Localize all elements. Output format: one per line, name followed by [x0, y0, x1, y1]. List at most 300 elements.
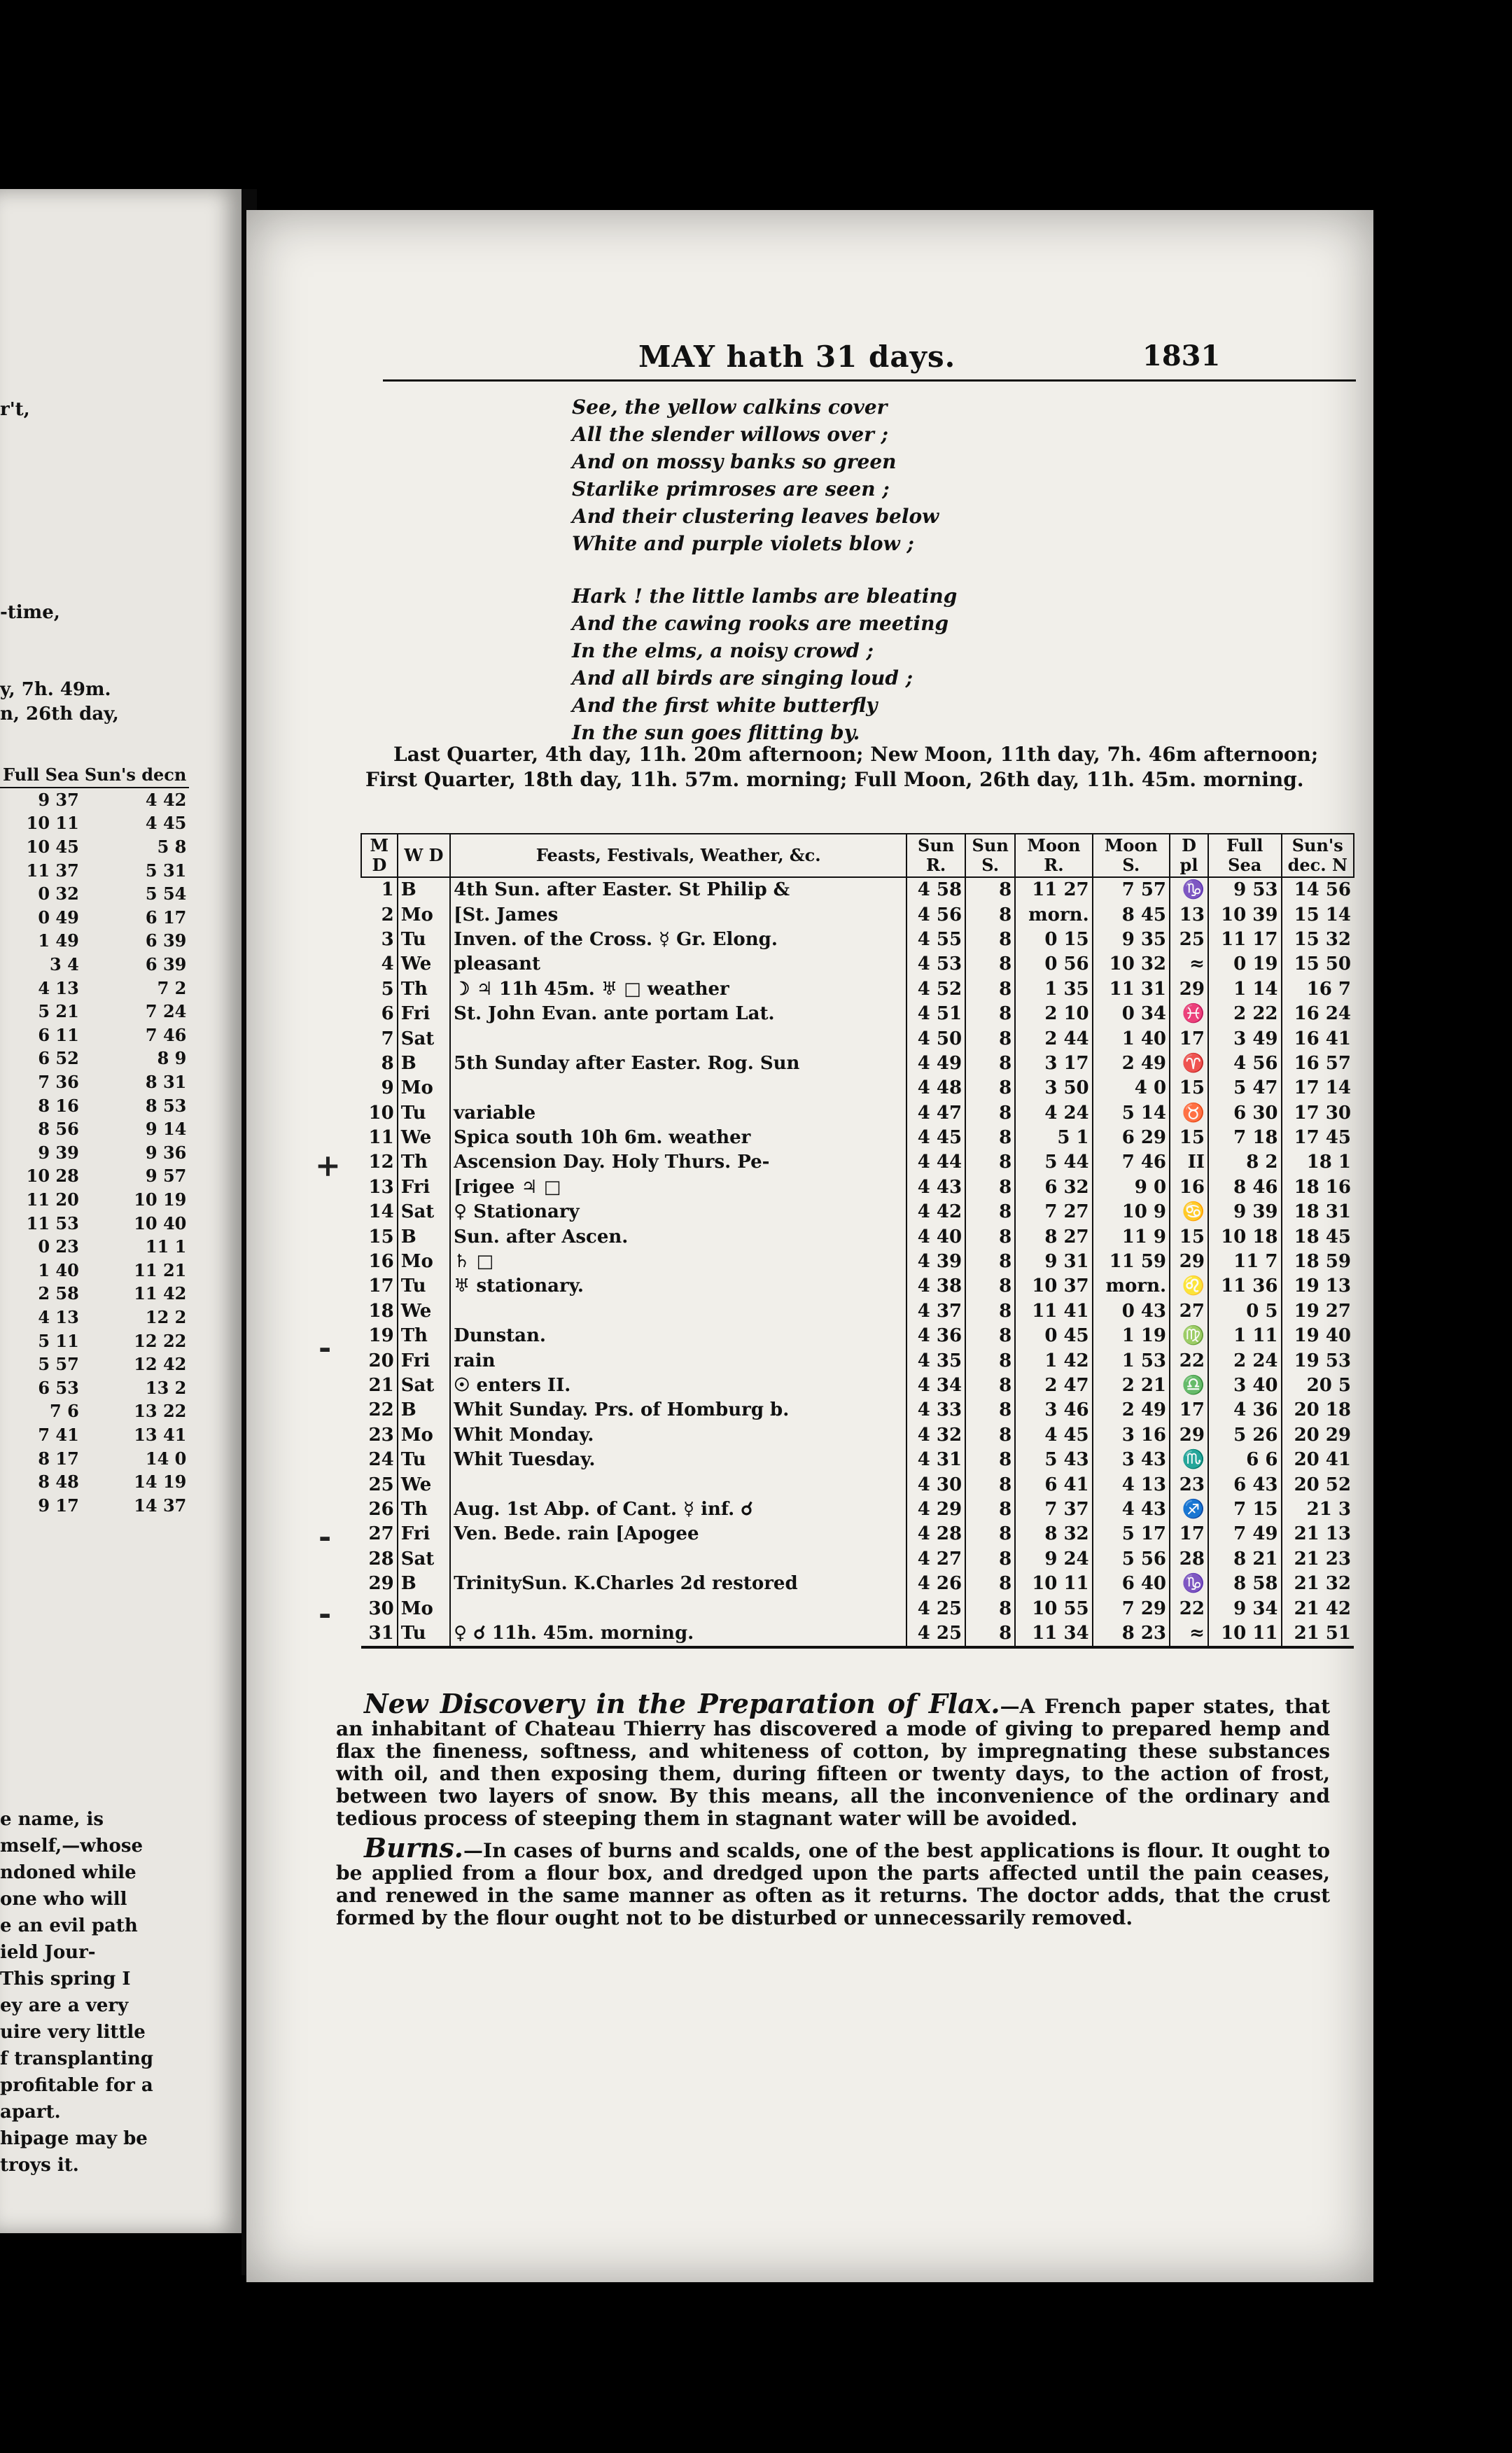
weekday-cell: Th — [398, 1150, 450, 1175]
poem-line: And the first white butterfly — [572, 694, 878, 717]
moon-set-cell: 4 43 — [1093, 1497, 1170, 1522]
sun-rise-cell: 4 26 — [906, 1572, 965, 1596]
sun-set-cell: 8 — [965, 1621, 1015, 1647]
poem-line: See, the yellow calkins cover — [572, 396, 888, 419]
sun-declination-cell: 21 32 — [1282, 1572, 1354, 1596]
sun-declination-cell: 18 16 — [1282, 1175, 1354, 1200]
sun-rise-cell: 4 42 — [906, 1200, 965, 1224]
sun-declination-cell: 16 41 — [1282, 1026, 1354, 1051]
left-table-row — [0, 906, 189, 930]
left-sun-decn-cell: 6 39 — [145, 930, 187, 951]
left-table-row — [0, 1164, 189, 1188]
full-sea-cell: 5 47 — [1208, 1076, 1282, 1100]
left-full-sea-cell: 1 49 — [38, 930, 79, 951]
sun-set-cell: 8 — [965, 1374, 1015, 1398]
day-of-month-cell: 30 — [368, 1598, 394, 1619]
weekday-cell: Mo — [398, 1596, 450, 1621]
sun-set-cell: 8 — [965, 1076, 1015, 1100]
table-row — [361, 877, 1354, 902]
day-of-month-cell: 21 — [368, 1375, 394, 1396]
sun-set-cell: 8 — [965, 1274, 1015, 1299]
feast-text-cell — [450, 1596, 906, 1621]
weekday-cell: Fri — [398, 1348, 450, 1373]
left-fragment-line: hipage may be — [0, 2128, 148, 2149]
left-full-sea-cell: 11 20 — [26, 1189, 79, 1210]
weekday-cell: B — [398, 877, 450, 902]
left-sun-decn-cell: 12 42 — [134, 1354, 187, 1375]
weekday-cell: We — [398, 1472, 450, 1497]
moon-place-cell: 17 — [1170, 1398, 1208, 1423]
moon-set-cell: morn. — [1093, 1274, 1170, 1299]
sun-rise-cell: 4 43 — [906, 1175, 965, 1200]
sun-rise-cell: 4 31 — [906, 1448, 965, 1472]
moon-set-cell: 8 23 — [1093, 1621, 1170, 1647]
left-table-row — [0, 1000, 189, 1023]
table-row — [361, 1448, 1354, 1472]
moon-place-cell: 17 — [1170, 1026, 1208, 1051]
full-sea-cell: 8 58 — [1208, 1572, 1282, 1596]
moon-rise-cell: 7 37 — [1015, 1497, 1092, 1522]
sun-declination-cell: 21 42 — [1282, 1596, 1354, 1621]
moon-set-cell: 1 53 — [1093, 1348, 1170, 1373]
sun-set-cell: 8 — [965, 1002, 1015, 1026]
left-table-row — [0, 835, 189, 859]
moon-set-cell: 3 43 — [1093, 1448, 1170, 1472]
day-of-month-cell: 29 — [368, 1573, 394, 1595]
day-of-month-cell: 27 — [368, 1523, 394, 1545]
sun-set-cell: 8 — [965, 1224, 1015, 1249]
left-page-text-fragments — [0, 1806, 161, 2179]
table-row — [361, 1076, 1354, 1100]
moon-rise-cell: 2 47 — [1015, 1374, 1092, 1398]
moon-set-cell: 2 49 — [1093, 1398, 1170, 1423]
sun-declination-cell: 19 27 — [1282, 1299, 1354, 1324]
left-full-sea-cell: 7 6 — [50, 1401, 79, 1422]
full-sea-cell: 4 56 — [1208, 1051, 1282, 1076]
feast-text-cell — [450, 1076, 906, 1100]
moon-set-cell: 6 29 — [1093, 1126, 1170, 1150]
moon-rise-cell: 0 45 — [1015, 1324, 1092, 1348]
full-sea-cell: 0 19 — [1208, 952, 1282, 977]
day-of-month-cell: 18 — [368, 1300, 394, 1322]
moon-rise-cell: 10 37 — [1015, 1274, 1092, 1299]
day-of-month-cell: 25 — [368, 1474, 394, 1495]
left-sun-decn-cell: 4 42 — [145, 789, 187, 810]
weekday-cell: B — [398, 1572, 450, 1596]
full-sea-cell: 5 26 — [1208, 1423, 1282, 1448]
sun-set-cell: 8 — [965, 1324, 1015, 1348]
moon-place-cell: ♑ — [1170, 877, 1208, 902]
feast-text-cell: ♅ stationary. — [450, 1274, 906, 1299]
left-table-row — [0, 1376, 189, 1399]
feast-text-cell: Ascension Day. Holy Thurs. Pe- — [450, 1150, 906, 1175]
left-table-row — [0, 1399, 189, 1423]
weekday-cell: Th — [398, 1497, 450, 1522]
feast-text-cell: Whit Monday. — [450, 1423, 906, 1448]
weekday-cell: Mo — [398, 1423, 450, 1448]
left-table-row — [0, 1070, 189, 1094]
left-full-sea-cell: 10 11 — [26, 813, 79, 834]
sun-rise-cell: 4 48 — [906, 1076, 965, 1100]
sun-set-cell: 8 — [965, 1175, 1015, 1200]
full-sea-cell: 6 30 — [1208, 1101, 1282, 1126]
left-table-row — [0, 811, 189, 835]
weekday-cell: We — [398, 1299, 450, 1324]
page-title: MAY hath 31 days. — [638, 340, 956, 374]
article-burns — [336, 1832, 1330, 1929]
sun-set-cell: 8 — [965, 1348, 1015, 1373]
moon-place-cell: 27 — [1170, 1299, 1208, 1324]
col-header-moon-rise: Moon R. — [1015, 834, 1092, 877]
feast-text-cell: [St. James — [450, 902, 906, 927]
table-row — [361, 1472, 1354, 1497]
moon-set-cell: 10 32 — [1093, 952, 1170, 977]
moon-set-cell: 10 9 — [1093, 1200, 1170, 1224]
sun-rise-cell: 4 45 — [906, 1126, 965, 1150]
left-fragment-line: e name, is — [0, 1809, 104, 1830]
left-sun-decn-cell: 10 40 — [134, 1212, 187, 1234]
left-sun-decn-cell: 6 17 — [145, 907, 187, 928]
feast-text-cell: rain — [450, 1348, 906, 1373]
moon-set-cell: 1 19 — [1093, 1324, 1170, 1348]
col-header-sun-rise: Sun R. — [906, 834, 965, 877]
day-of-month-cell: 15 — [368, 1226, 394, 1248]
day-of-month-cell: 1 — [381, 879, 394, 901]
sun-rise-cell: 4 32 — [906, 1423, 965, 1448]
day-of-month-cell: 13 — [368, 1176, 394, 1198]
left-sun-decn-cell: 13 41 — [134, 1424, 187, 1445]
sun-declination-cell: 20 29 — [1282, 1423, 1354, 1448]
left-full-sea-cell: 9 17 — [38, 1495, 79, 1516]
sun-set-cell: 8 — [965, 1522, 1015, 1546]
feast-text-cell: Spica south 10h 6m. weather — [450, 1126, 906, 1150]
feast-text-cell: ☉ enters II. — [450, 1374, 906, 1398]
left-table-row — [0, 1235, 189, 1259]
left-table-row — [0, 858, 189, 882]
left-sun-decn-cell: 12 22 — [134, 1330, 187, 1351]
left-full-sea-cell: 8 56 — [38, 1119, 79, 1140]
sun-declination-cell: 15 32 — [1282, 928, 1354, 952]
margin-mark: - — [318, 1330, 332, 1366]
sun-declination-cell: 18 45 — [1282, 1224, 1354, 1249]
day-of-month-cell: 20 — [368, 1350, 394, 1371]
sun-rise-cell: 4 36 — [906, 1324, 965, 1348]
sun-declination-cell: 17 30 — [1282, 1101, 1354, 1126]
moon-place-cell: 15 — [1170, 1126, 1208, 1150]
moon-set-cell: 4 13 — [1093, 1472, 1170, 1497]
moon-place-cell: ♉ — [1170, 1101, 1208, 1126]
moon-place-cell: ♍ — [1170, 1324, 1208, 1348]
left-full-sea-cell: 5 11 — [38, 1330, 79, 1351]
sun-set-cell: 8 — [965, 977, 1015, 1002]
left-full-sea-cell: 3 4 — [50, 954, 79, 975]
full-sea-cell: 3 49 — [1208, 1026, 1282, 1051]
left-full-sea-cell: 6 52 — [38, 1048, 79, 1069]
left-fragment-line: ndoned while — [0, 1862, 136, 1883]
left-fragment-line: r't, — [0, 399, 30, 420]
sun-rise-cell: 4 34 — [906, 1374, 965, 1398]
weekday-cell: We — [398, 952, 450, 977]
table-row — [361, 1274, 1354, 1299]
moon-rise-cell: morn. — [1015, 902, 1092, 927]
left-table-row — [0, 788, 189, 812]
table-row — [361, 1002, 1354, 1026]
sun-declination-cell: 21 13 — [1282, 1522, 1354, 1546]
weekday-cell: Th — [398, 1324, 450, 1348]
article-body: —A French paper states, that an inhabitant of Chateau Thierry has discovered a mode of giving to prepared hemp and flax the fineness, softness, and whiteness of cotton, by impregnating these substances with oil, and then exposing them, during fifteen or twenty days, to the action of frost, between two layers of snow. By this means, all the inconvenience of the ordinary and tedious process of steeping them in stagnant water will be avoided. — [336, 1695, 1331, 1830]
sun-set-cell: 8 — [965, 1126, 1015, 1150]
left-sun-decn-cell: 11 21 — [134, 1259, 187, 1280]
sun-rise-cell: 4 56 — [906, 902, 965, 927]
sun-declination-cell: 17 14 — [1282, 1076, 1354, 1100]
moon-place-cell: 23 — [1170, 1472, 1208, 1497]
left-fragment-line: mself,—whose — [0, 1836, 144, 1857]
sun-set-cell: 8 — [965, 1572, 1015, 1596]
sun-declination-cell: 15 50 — [1282, 952, 1354, 977]
moon-place-cell: II — [1170, 1150, 1208, 1175]
feast-text-cell — [450, 1299, 906, 1324]
sun-set-cell: 8 — [965, 1026, 1015, 1051]
moon-rise-cell: 9 31 — [1015, 1250, 1092, 1274]
feast-text-cell: TrinitySun. K.Charles 2d restored — [450, 1572, 906, 1596]
poem — [572, 393, 957, 746]
moon-place-cell: 25 — [1170, 928, 1208, 952]
moon-place-cell: 29 — [1170, 1250, 1208, 1274]
moon-place-cell: ≈ — [1170, 1621, 1208, 1647]
weekday-cell: Tu — [398, 1448, 450, 1472]
sun-set-cell: 8 — [965, 952, 1015, 977]
moon-rise-cell: 2 44 — [1015, 1026, 1092, 1051]
left-table-row — [0, 882, 189, 906]
left-full-sea-cell: 6 11 — [38, 1024, 79, 1045]
sun-rise-cell: 4 53 — [906, 952, 965, 977]
col-header-moon-place: D pl — [1170, 834, 1208, 877]
left-full-sea-cell: 11 53 — [26, 1212, 79, 1234]
full-sea-cell: 4 36 — [1208, 1398, 1282, 1423]
col-header-full-sea: Full Sea — [1208, 834, 1282, 877]
full-sea-cell: 7 18 — [1208, 1126, 1282, 1150]
sun-set-cell: 8 — [965, 1299, 1015, 1324]
moon-rise-cell: 7 27 — [1015, 1200, 1092, 1224]
day-of-month-cell: 24 — [368, 1449, 394, 1471]
full-sea-cell: 1 11 — [1208, 1324, 1282, 1348]
table-row — [361, 1026, 1354, 1051]
sun-set-cell: 8 — [965, 877, 1015, 902]
sun-rise-cell: 4 33 — [906, 1398, 965, 1423]
weekday-cell: Tu — [398, 1101, 450, 1126]
right-page — [246, 210, 1373, 2282]
moon-place-cell: 29 — [1170, 1423, 1208, 1448]
sun-set-cell: 8 — [965, 1250, 1015, 1274]
left-table-row — [0, 1258, 189, 1282]
day-of-month-cell: 14 — [368, 1201, 394, 1223]
left-fragment-line: ield Jour- — [0, 1942, 96, 1963]
table-row — [361, 1497, 1354, 1522]
left-table-row — [0, 1306, 189, 1329]
left-sun-decn-cell: 11 42 — [134, 1283, 187, 1304]
sun-declination-cell: 21 51 — [1282, 1621, 1354, 1647]
left-sun-decn-cell: 13 22 — [134, 1401, 187, 1422]
left-sun-decn-cell: 10 19 — [134, 1189, 187, 1210]
page-year: 1831 — [1142, 340, 1221, 372]
poem-line: And on mossy banks so green — [572, 450, 897, 473]
left-fragment-line: y, 7h. 49m. — [0, 679, 111, 700]
left-table-row — [0, 1211, 189, 1235]
sun-rise-cell: 4 37 — [906, 1299, 965, 1324]
feast-text-cell: Whit Sunday. Prs. of Homburg b. — [450, 1398, 906, 1423]
sun-rise-cell: 4 40 — [906, 1224, 965, 1249]
left-sun-decn-cell: 8 53 — [145, 1095, 187, 1116]
sun-declination-cell: 16 7 — [1282, 977, 1354, 1002]
sun-declination-cell: 20 5 — [1282, 1374, 1354, 1398]
moon-set-cell: 0 34 — [1093, 1002, 1170, 1026]
moon-place-cell: ♓ — [1170, 1002, 1208, 1026]
full-sea-cell: 8 2 — [1208, 1150, 1282, 1175]
table-row — [361, 1150, 1354, 1175]
left-full-sea-cell: 8 16 — [38, 1095, 79, 1116]
sun-declination-cell: 16 57 — [1282, 1051, 1354, 1076]
sun-rise-cell: 4 35 — [906, 1348, 965, 1373]
poem-line: And their clustering leaves below — [572, 505, 939, 528]
left-table-row — [0, 1117, 189, 1141]
left-page — [0, 189, 241, 2233]
weekday-cell: Sat — [398, 1547, 450, 1572]
left-table-row — [0, 929, 189, 953]
left-sun-decn-cell: 8 31 — [145, 1072, 187, 1093]
sun-set-cell: 8 — [965, 928, 1015, 952]
left-full-sea-cell: 0 32 — [38, 883, 79, 904]
left-sun-decn-cell: 7 24 — [145, 1001, 187, 1022]
left-sun-decn-cell: 8 9 — [157, 1048, 187, 1069]
poem-line: White and purple violets blow ; — [572, 532, 914, 555]
sun-declination-cell: 18 59 — [1282, 1250, 1354, 1274]
sun-rise-cell: 4 25 — [906, 1596, 965, 1621]
table-row — [361, 1522, 1354, 1546]
left-fragment-line: n, 26th day, — [0, 704, 119, 725]
weekday-cell: Tu — [398, 1274, 450, 1299]
day-of-month-cell: 23 — [368, 1424, 394, 1446]
left-full-sea-cell: 10 45 — [26, 837, 79, 858]
day-of-month-cell: 6 — [381, 1003, 394, 1025]
day-of-month-cell: 19 — [368, 1325, 394, 1347]
moon-set-cell: 11 59 — [1093, 1250, 1170, 1274]
sun-rise-cell: 4 27 — [906, 1547, 965, 1572]
left-fragment-line: e an evil path — [0, 1915, 138, 1936]
moon-set-cell: 5 56 — [1093, 1547, 1170, 1572]
moon-rise-cell: 8 27 — [1015, 1224, 1092, 1249]
full-sea-cell: 11 7 — [1208, 1250, 1282, 1274]
table-row — [361, 902, 1354, 927]
sun-rise-cell: 4 50 — [906, 1026, 965, 1051]
moon-place-cell: 16 — [1170, 1175, 1208, 1200]
table-row — [361, 1423, 1354, 1448]
poem-line: Hark ! the little lambs are bleating — [572, 585, 958, 608]
left-sun-decn-cell: 5 31 — [145, 860, 187, 881]
moon-place-cell: ♎ — [1170, 1374, 1208, 1398]
left-fragment-line: apart. — [0, 2102, 61, 2123]
full-sea-cell: 11 36 — [1208, 1274, 1282, 1299]
moon-rise-cell: 11 27 — [1015, 877, 1092, 902]
full-sea-cell: 8 21 — [1208, 1547, 1282, 1572]
table-row — [361, 1175, 1354, 1200]
moon-rise-cell: 4 45 — [1015, 1423, 1092, 1448]
left-table-row — [0, 1353, 189, 1376]
moon-place-cell: 22 — [1170, 1596, 1208, 1621]
header-rule — [383, 379, 1356, 382]
sun-rise-cell: 4 49 — [906, 1051, 965, 1076]
table-row — [361, 977, 1354, 1002]
full-sea-cell: 9 39 — [1208, 1200, 1282, 1224]
sun-declination-cell: 19 13 — [1282, 1274, 1354, 1299]
moon-place-cell: ♋ — [1170, 1200, 1208, 1224]
table-row — [361, 1596, 1354, 1621]
moon-rise-cell: 6 41 — [1015, 1472, 1092, 1497]
day-of-month-cell: 10 — [368, 1102, 394, 1124]
moon-place-cell: 22 — [1170, 1348, 1208, 1373]
feast-text-cell: Ven. Bede. rain [Apogee — [450, 1522, 906, 1546]
day-of-month-cell: 11 — [368, 1127, 394, 1149]
sun-declination-cell: 14 56 — [1282, 877, 1354, 902]
left-sun-decn-cell: 7 46 — [145, 1024, 187, 1045]
table-row — [361, 1126, 1354, 1150]
full-sea-cell: 9 53 — [1208, 877, 1282, 902]
left-table-row — [0, 976, 189, 1000]
moon-set-cell: 5 14 — [1093, 1101, 1170, 1126]
sun-rise-cell: 4 47 — [906, 1101, 965, 1126]
weekday-cell: Mo — [398, 902, 450, 927]
left-fragment-line: f transplanting — [0, 2048, 154, 2069]
sun-rise-cell: 4 52 — [906, 977, 965, 1002]
left-sun-decn-cell: 11 1 — [145, 1236, 187, 1257]
weekday-cell: B — [398, 1398, 450, 1423]
left-sun-decn-cell: 5 8 — [157, 837, 187, 858]
full-sea-cell: 2 24 — [1208, 1348, 1282, 1373]
sun-rise-cell: 4 38 — [906, 1274, 965, 1299]
day-of-month-cell: 3 — [381, 928, 394, 950]
sun-rise-cell: 4 58 — [906, 877, 965, 902]
moon-set-cell: 9 0 — [1093, 1175, 1170, 1200]
moon-rise-cell: 1 42 — [1015, 1348, 1092, 1373]
sun-set-cell: 8 — [965, 902, 1015, 927]
col-header-sun-dec: Sun's dec. N — [1282, 834, 1354, 877]
feast-text-cell — [450, 1026, 906, 1051]
weekday-cell: Tu — [398, 928, 450, 952]
sun-set-cell: 8 — [965, 1051, 1015, 1076]
moon-rise-cell: 11 34 — [1015, 1621, 1092, 1647]
moon-set-cell: 1 40 — [1093, 1026, 1170, 1051]
sun-rise-cell: 4 44 — [906, 1150, 965, 1175]
sun-set-cell: 8 — [965, 1423, 1015, 1448]
moon-place-cell: ♑ — [1170, 1572, 1208, 1596]
left-full-sea-cell: 4 13 — [38, 1306, 79, 1327]
left-table-row — [0, 1329, 189, 1353]
moon-rise-cell: 11 41 — [1015, 1299, 1092, 1324]
full-sea-cell: 7 15 — [1208, 1497, 1282, 1522]
moon-rise-cell: 5 1 — [1015, 1126, 1092, 1150]
left-fragment-line: one who will — [0, 1889, 127, 1910]
left-full-sea-cell: 4 13 — [38, 977, 79, 998]
moon-place-cell: ♈ — [1170, 1051, 1208, 1076]
moon-place-cell: 15 — [1170, 1076, 1208, 1100]
left-full-sea-cell: 2 58 — [38, 1283, 79, 1304]
weekday-cell: Mo — [398, 1250, 450, 1274]
sun-declination-cell: 19 40 — [1282, 1324, 1354, 1348]
moon-rise-cell: 10 11 — [1015, 1572, 1092, 1596]
sun-declination-cell: 20 52 — [1282, 1472, 1354, 1497]
left-sun-decn-cell: 5 54 — [145, 883, 187, 904]
sun-rise-cell: 4 30 — [906, 1472, 965, 1497]
weekday-cell: Mo — [398, 1076, 450, 1100]
